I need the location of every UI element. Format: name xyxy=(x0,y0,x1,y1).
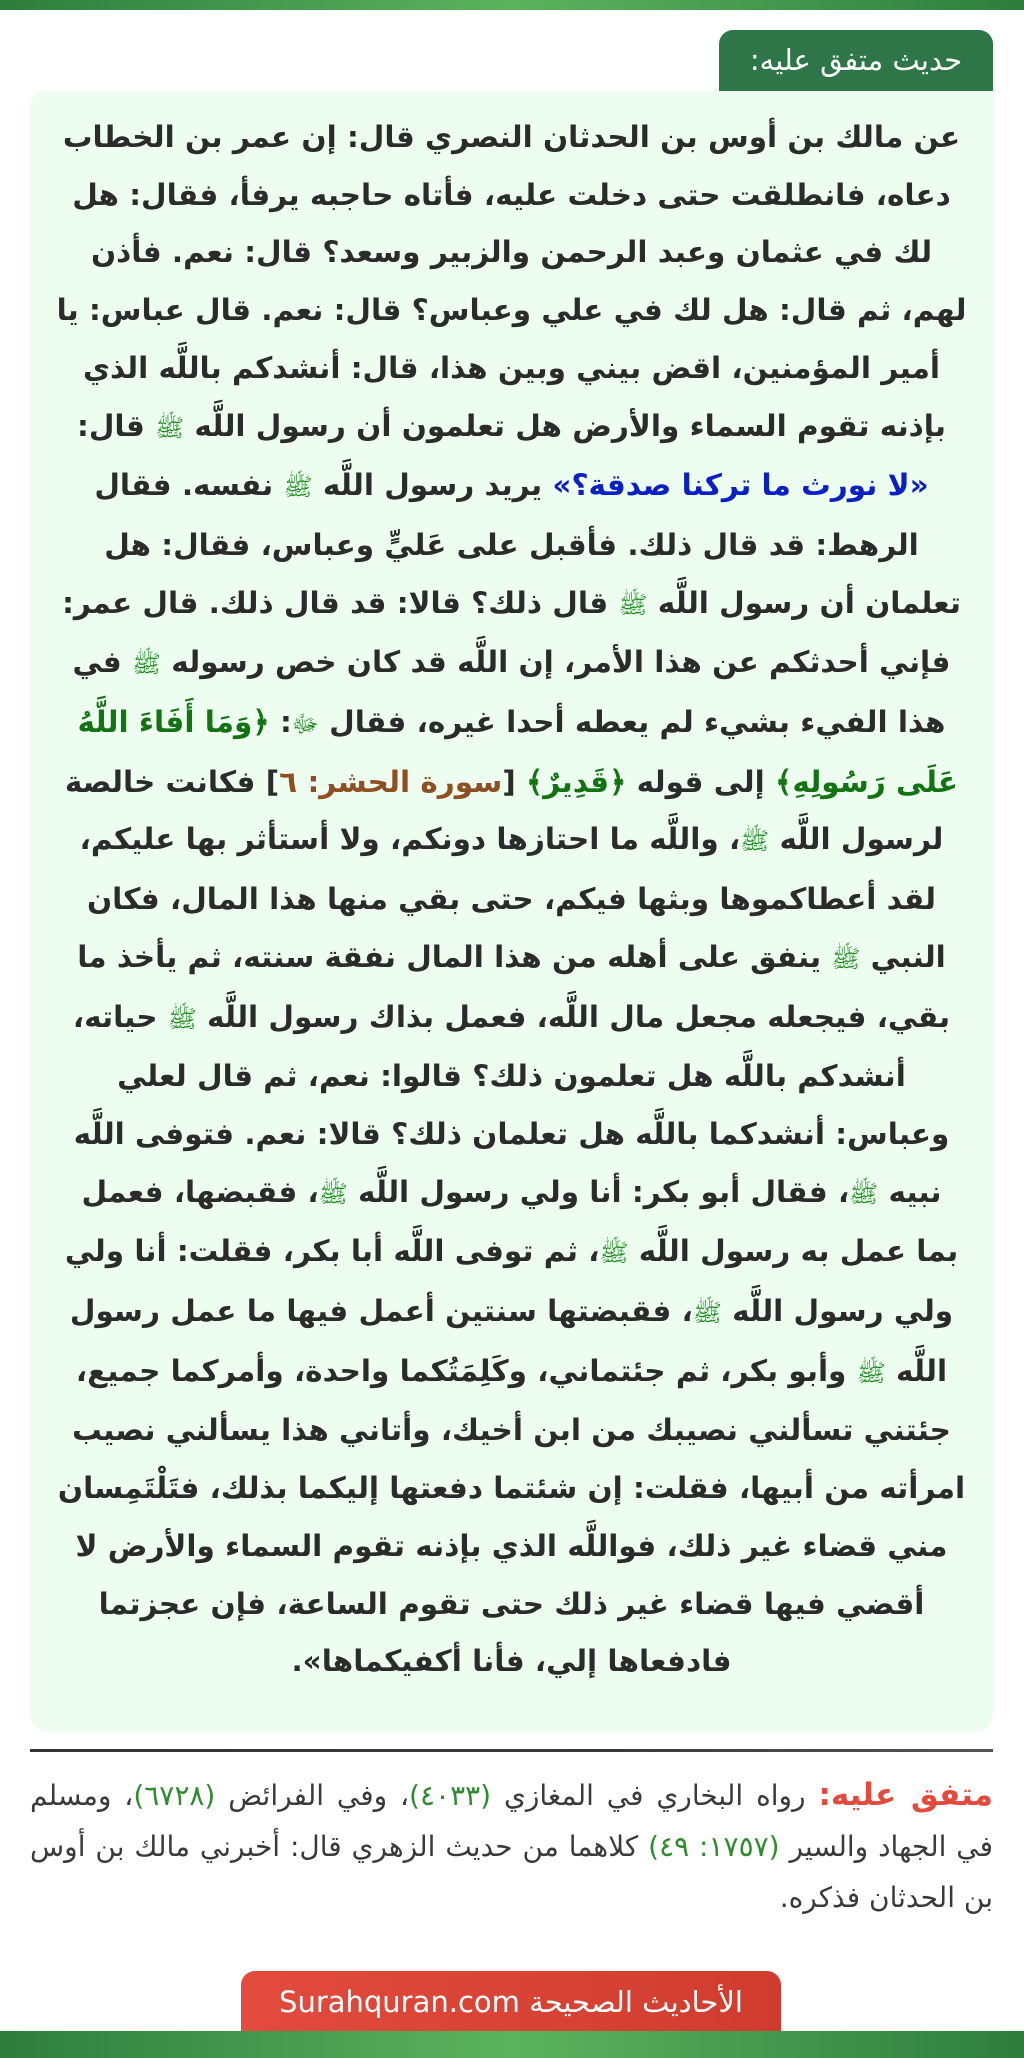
salawat-icon: ﷺ xyxy=(856,1358,886,1387)
bottom-decorative-bar xyxy=(0,2031,1024,2058)
hadith-segment: فكانت خالصة لرسول اللَّه xyxy=(64,764,944,857)
source-text: رواه البخاري في المغازي xyxy=(503,1779,806,1812)
source-text: ، ومسلم في الجهاد والسير xyxy=(30,1779,993,1863)
salawat-icon: ﷺ xyxy=(849,1179,879,1208)
hadith-segment: عن مالك بن أوس بن الحدثان النصري قال: إن عمر بن الخطاب دعاه، فانطلقت حتى دخلت عليه، فأتاه حاجبه يرفأ، فقال: هل لك في عثمان وعبد الرحمن والزبير وسعد؟ قال: نعم. فأذن لهم، ثم قال: هل لك في علي وعباس؟ قال: نعم. قال عباس: يا أمير المؤمنين، اقض بيني وبين هذا، قال: أنشدكم باللَّه الذي بإذنه تقوم السماء والأرض هل تعلمون أن رسول اللَّه xyxy=(56,120,967,443)
salawat-icon: ﷺ xyxy=(831,944,861,973)
hadith-segment: : xyxy=(279,705,292,740)
hadith-segment: ، ثم توفى اللَّه أبا بكر، فقلت: أنا ولي ولي رسول اللَّه xyxy=(64,1234,954,1329)
hadith-segment: ، فقال أبو بكر: أنا ولي رسول اللَّه xyxy=(358,1174,850,1209)
salawat-icon: ﷺ xyxy=(132,650,161,679)
salawat-icon: ﷺ xyxy=(283,473,313,502)
salawat-icon: ﷺ xyxy=(618,590,648,619)
hadith-body xyxy=(56,109,967,1691)
hadith-segment: يريد رسول اللَّه xyxy=(322,468,543,503)
hadith-segment: ، فقبضها، فعمل بما عمل به رسول اللَّه xyxy=(81,1174,959,1269)
hadith-segment: نفسه. فقال الرهط: قد قال ذلك. فأقبل على عَليٍّ وعباس، فقال: هل تعلمان أن رسول اللَّه xyxy=(94,468,961,620)
site-link-label: الأحاديث الصحيحة Surahquran.com xyxy=(279,1985,743,2019)
azza-wajal-icon: ﷻ xyxy=(291,710,319,739)
source-label: متفق عليه: xyxy=(818,1777,993,1813)
reference-number: (٦٧٢٨) xyxy=(133,1779,216,1812)
surah-reference: سورة الحشر: ٦ xyxy=(279,764,503,799)
hadith-segment: ، واللَّه ما احتازها دونكم، ولا أستأثر بها عليكم، لقد أعطاكموها وبثها فيكم، حتى بقي منها هذا المال، فكان النبي xyxy=(79,822,946,974)
hadith-segment: ينفق على أهله من هذا المال نفقة سنته، ثم يأخذ ما بقي، فيجعله مجعل مال اللَّه، فعمل بذاك رسول اللَّه xyxy=(77,939,951,1034)
salawat-icon: ﷺ xyxy=(167,1004,197,1033)
section-divider xyxy=(30,1749,993,1752)
hadith-segment: ، فقبضتها سنتين أعمل فيها ما عمل رسول اللَّه xyxy=(69,1294,948,1388)
hadith-segment: قال: xyxy=(77,408,145,443)
site-link-button[interactable] xyxy=(241,1971,781,2033)
hadith-type-badge xyxy=(719,30,993,91)
hadith-segment: إلى قوله xyxy=(636,764,765,799)
hadith-segment: في هذا الفيء بشيء لم يعطه أحدا غيره، فقال xyxy=(72,645,946,740)
hadith-segment: قال ذلك؟ قالا: قد قال ذلك. قال عمر: فإني أحدثكم عن هذا الأمر، إن اللَّه قد كان خص رسوله xyxy=(62,585,951,680)
salawat-icon: ﷺ xyxy=(599,1239,629,1268)
quran-verse: ﴿وَمَا أَفَاءَ اللَّهُ عَلَى رَسُولِهِ﴾ xyxy=(77,705,959,799)
top-decorative-bar xyxy=(0,0,1024,10)
hadith-segment: وأبو بكر، ثم جئتماني، وكَلِمَتُكما واحدة، وأمركما جميع، جئتني تسألني نصيبك من ابن أخيك، وأتاني هذا يسألني نصيب امرأته من أبيها، فقلت: إن شئتما دفعتها إليكما بذلك، فتَلْتَمِسان مني قضاء غير ذلك، فواللَّه الذي بإذنه تقوم السماء والأرض لا أقضي فيها قضاء غير ذلك حتى تقوم الساعة، فإن عجزتما فادفعاها إلي، فأنا أكفيكماها». xyxy=(57,1353,966,1679)
salawat-icon: ﷺ xyxy=(155,413,185,442)
badge-label: حديث متفق عليه: xyxy=(749,43,963,77)
source-text: ، وفي الفرائض xyxy=(228,1779,410,1812)
quran-verse: ﴿قَدِيرٌ﴾ xyxy=(526,764,627,799)
bracket: ] xyxy=(265,764,280,799)
salawat-icon: ﷺ xyxy=(318,1179,348,1208)
salawat-icon: ﷺ xyxy=(740,827,770,856)
reference-number: (١٧٥٧: ٤٩) xyxy=(648,1830,780,1863)
hadith-text-box xyxy=(30,91,993,1732)
bracket: [ xyxy=(502,764,516,799)
prophet-quote: «لا نورث ما تركنا صدقة؟» xyxy=(552,468,929,503)
hadith-source-citation xyxy=(30,1770,993,1923)
reference-number: (٤٠٣٣) xyxy=(409,1779,492,1812)
salawat-icon: ﷺ xyxy=(692,1299,722,1328)
source-text: كلاهما من حديث الزهري قال: أخبرني مالك بن أوس بن الحدثان فذكره. xyxy=(30,1830,993,1914)
hadith-segment: حياته، أنشدكم باللَّه هل تعلمون ذلك؟ قالوا: نعم، ثم قال لعلي وعباس: أنشدكما باللَّه هل تعلمان ذلك؟ قالا: نعم. فتوفى اللَّه نبيه xyxy=(72,999,950,1209)
